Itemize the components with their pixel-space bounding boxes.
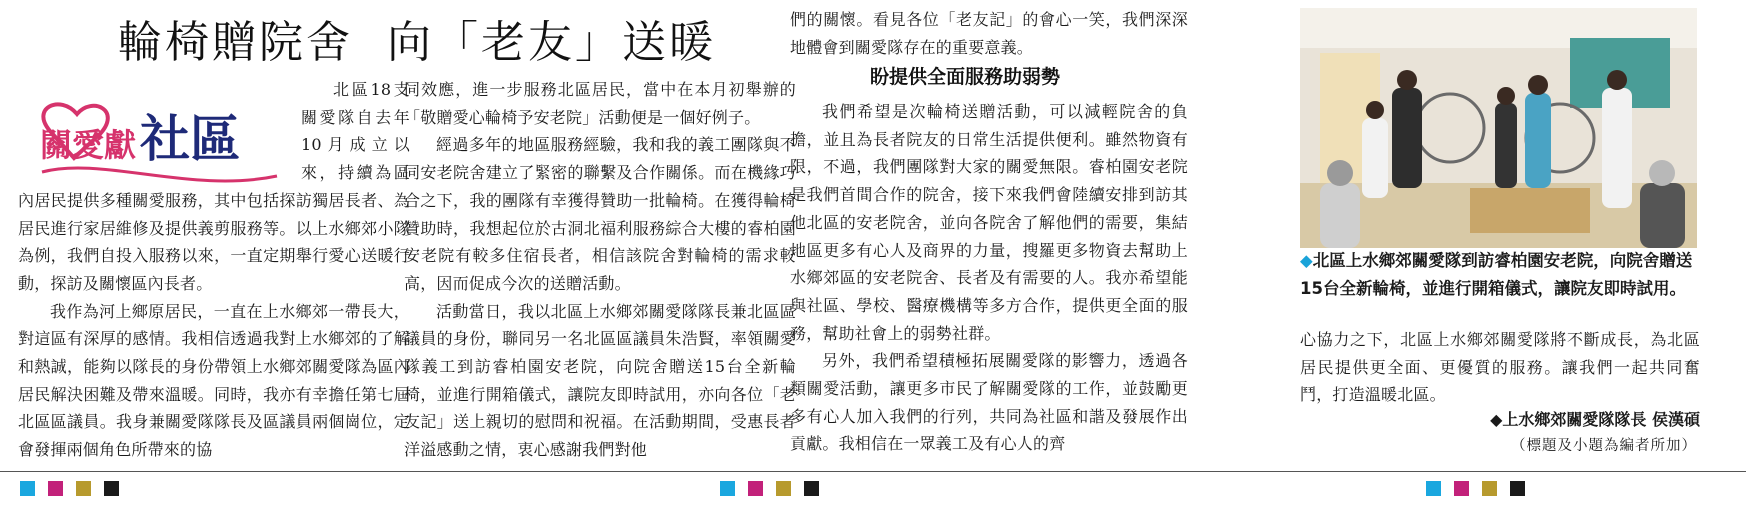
color-registration-marks (20, 481, 119, 496)
yellow-swatch (776, 481, 791, 496)
subheading: 盼提供全面服務助弱勢 (870, 66, 1061, 88)
cyan-swatch (20, 481, 35, 496)
caption-text: 北區上水鄉郊關愛隊到訪睿柏園安老院，向院舍贈送15台全新輪椅，並進行開箱儀式，讓院友即時試用。 (1300, 251, 1693, 298)
article-column-4 (1300, 326, 1700, 409)
color-registration-marks (1426, 481, 1525, 496)
photo-caption (1300, 247, 1700, 303)
magenta-swatch (1454, 481, 1469, 496)
paragraph: 心協力之下，北區上水鄉郊關愛隊將不斷成長，為北區居民提供更全面、更優質的服務。讓我們一起共同奮鬥，打造溫暖北區。 (1300, 330, 1700, 405)
news-photo (1300, 8, 1697, 248)
caption-marker: ◆ (1300, 251, 1313, 270)
paragraph: 活動當日，我以北區上水鄉郊關愛隊隊長兼北區區議員的身份，聯同另一名北區區議員朱浩賢，率領關愛隊義工到訪睿柏園安老院，向院舍贈送15台全新輪椅，並進行開箱儀式，讓院友即時試用，亦向各位「老友記」送上親切的慰問和祝福。在活動期間，受惠長者洋溢感動之情，衷心感謝我們對他 (404, 301, 796, 460)
article-column-3 (790, 6, 1188, 61)
bottom-rule (0, 471, 1746, 472)
logo-text-2: 社區 (140, 109, 240, 168)
paragraph: 同效應，進一步服務北區居民，當中在本月初舉辦的「敬贈愛心輪椅予安老院」活動便是一個好例子。 (404, 80, 796, 127)
paragraph: 們的關懷。看見各位「老友記」的會心一笑，我們深深地體會到關愛隊存在的重要意義。 (790, 10, 1188, 57)
paragraph: 我們希望是次輪椅送贈活動，可以減輕院舍的負擔，並且為長者院友的日常生活提供便利。雖然物資有限，不過，我們團隊對大家的關愛無限。睿柏園安老院是我們首間合作的院舍，接下來我們會陸續安排到訪其他北區的安老院舍，並向各院舍了解他們的需要，集結地區更多有心人及商界的力量，搜羅更多物資去幫助上水鄉郊區的安老院舍、長者及有需要的人。我亦希望能與社區、學校、醫療機構等多方合作，提供更全面的服務，幫助社會上的弱勢社群。 (790, 102, 1188, 343)
article-column-2 (404, 76, 796, 464)
yellow-swatch (1482, 481, 1497, 496)
headline: 輪椅贈院舍 向「老友」送暖 (118, 17, 716, 68)
editor-note: （標題及小題為編者所加） (1511, 438, 1697, 454)
byline: ◆上水鄉郊關愛隊隊長 侯漢碩 (1490, 410, 1700, 429)
black-swatch (104, 481, 119, 496)
cyan-swatch (720, 481, 735, 496)
article-column-3-body (790, 98, 1188, 458)
paragraph: 另外，我們希望積極拓展關愛隊的影響力，透過各類關愛活動，讓更多市民了解關愛隊的工作，並鼓勵更多有心人加入我們的行列，共同為社區和諧及發展作出貢獻。我相信在一眾義工及有心人的齊 (790, 351, 1188, 454)
paragraph: 我作為河上鄉原居民，一直在上水鄉郊一帶長大，對這區有深厚的感情。我相信透過我對上水鄉郊的了解和熱誠，能夠以隊長的身份帶領上水鄉郊關愛隊為區內居民解決困難及帶來溫暖。同時，我亦有幸擔任第七屆北區區議員。我身兼關愛隊隊長及區議員兩個崗位，定會發揮兩個角色所帶來的協 (18, 301, 410, 460)
black-swatch (804, 481, 819, 496)
color-registration-marks (720, 481, 819, 496)
paragraph: 北區18支關愛隊自去年10月成立以來，持續為區內居民提供多種關愛服務，其中包括探訪獨居長者、為居民進行家居維修及提供義剪服務等。以上水鄉郊小隊為例，我們自投入服務以來，一直定期舉行愛心送暖行動，探訪及關懷區內長者。 (18, 80, 410, 293)
yellow-swatch (76, 481, 91, 496)
paragraph: 經過多年的地區服務經驗，我和我的義工團隊與不同安老院舍建立了緊密的聯繫及合作關係。而在機緣巧合之下，我的團隊有幸獲得贊助一批輪椅。在獲得輪椅贊助時，我想起位於古洞北福利服務綜合大樓的睿柏園安老院有較多住宿長者，相信該院舍對輪椅的需求較高，因而促成今次的送贈活動。 (404, 135, 796, 293)
magenta-swatch (48, 481, 63, 496)
cyan-swatch (1426, 481, 1441, 496)
black-swatch (1510, 481, 1525, 496)
column-logo (22, 86, 282, 196)
logo-text-1: 關愛獻 (40, 126, 137, 164)
magenta-swatch (748, 481, 763, 496)
